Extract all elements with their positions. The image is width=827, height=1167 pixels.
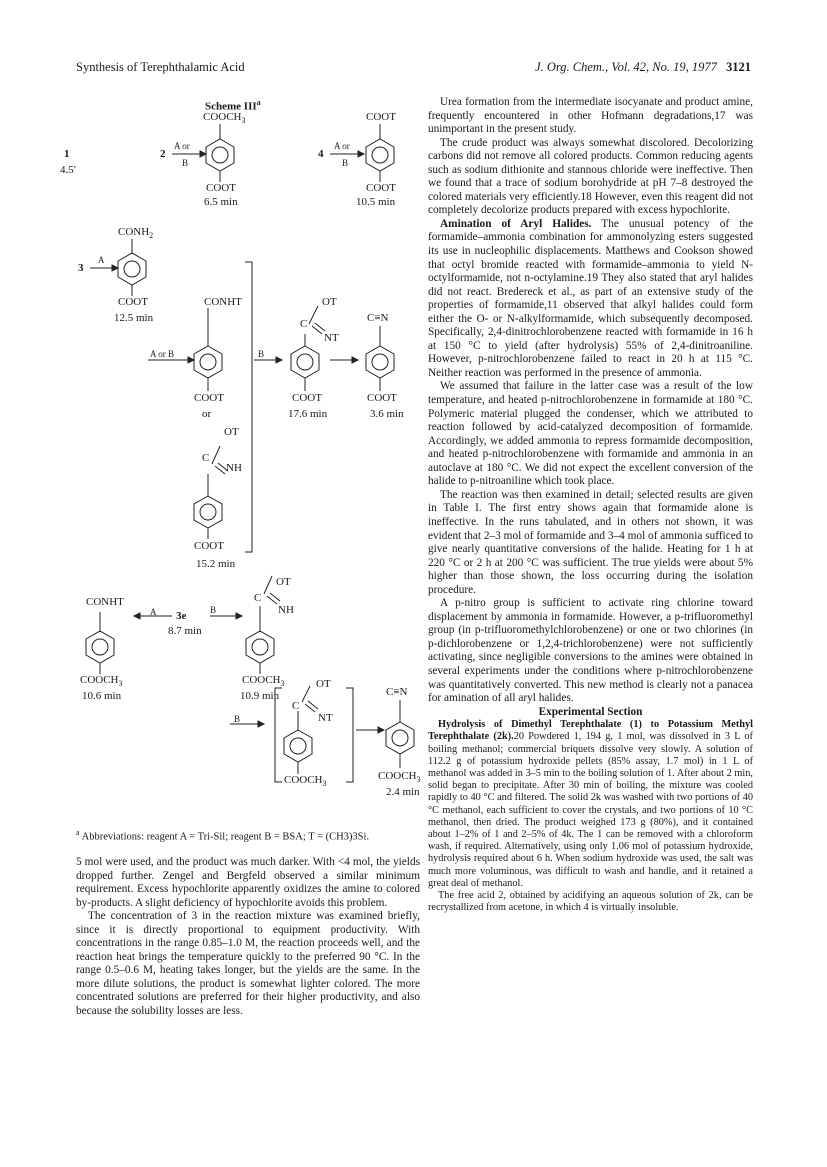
paragraph: We assumed that failure in the latter case was a result of the low temperature, and heated p-nitrochlorobenzene in formamide at 180 °C. Polymeric material plugged the condenser, which we attributed to reaction followed by acid-catalyzed decomposition of formamide. Accordingly, we added ammonia to repress formamide decomposition, and heated p-nitrochlorobenzene with formamide and ammonia in an autoclave at 180 °C. We did not expect the excellent conversion of the halide to p-nitroaniline which took place. bbox=[428, 380, 753, 488]
paragraph: The free acid 2, obtained by acidifying an aqueous solution of 2k, can be recrystallized from acetone, in which 4 is virtually insoluble. bbox=[428, 890, 753, 914]
compound-4-label: 4 bbox=[318, 148, 324, 160]
label-ot: OT bbox=[322, 296, 337, 308]
label-coot: COOT bbox=[366, 111, 396, 123]
compound-1-label: 1 bbox=[64, 148, 70, 160]
label-ot: OT bbox=[316, 678, 331, 690]
reagent-a: A bbox=[98, 255, 105, 265]
label-cooch3: $COOCH_3$ bbox=[203, 111, 246, 126]
reagent-a: A bbox=[150, 607, 157, 617]
reagent-a-or: A or bbox=[174, 141, 190, 151]
reagent-b: B bbox=[234, 714, 241, 724]
paragraph: Urea formation from the intermediate isocyanate and product amine, frequently encountered in other Hofmann degradations,17 was unimportant in the present study. bbox=[428, 96, 753, 136]
label-coot: COOT bbox=[366, 182, 396, 194]
reagent-b: B bbox=[182, 158, 189, 168]
label-conht: CONHT bbox=[86, 596, 124, 608]
retention-3-6: 3.6 min bbox=[370, 408, 404, 420]
paragraph: The reaction was then examined in detail; selected results are given in Table I. The first entry shows again that formamide alone is ineffective. In the runs tabulated, and in others not shown, it was evident that 2–3 mol of formamide and 3–4 mol of ammonia sufficed to give nearly quantitative conversions of the halide. Heating for 1 h at 220 °C or 2 h at 200 °C was sufficient. The true yields were about 5% higher than those shown, the loss occurring during the isolation procedure. bbox=[428, 488, 753, 596]
label-c: C bbox=[254, 592, 262, 604]
retention-1: 4.5′ bbox=[60, 164, 77, 176]
paragraph bbox=[428, 719, 753, 890]
journal-name: J. Org. Chem., bbox=[535, 60, 609, 74]
left-column bbox=[76, 856, 420, 1019]
scheme-title: Scheme III$^a$ bbox=[205, 98, 261, 113]
compound-2-label: 2 bbox=[160, 148, 166, 160]
label-coot: COOT bbox=[194, 540, 224, 552]
scheme-footnote bbox=[76, 826, 420, 844]
paragraph: A p-nitro group is sufficient to activate ring chlorine toward displacement by ammonia in formamide. However, a p-trifluoromethyl group (in p-trifluoromethylchlorobenzene) or one or two chlorines (in p-dichlorobenzene or 1,2,4-trichlorobenzene) were not sufficiently activating, since negligible conversions to the amines were obtained in several experiments under the conditions where p-nitrochlorobenzene was quantitatively converted. This new method is clearly not a panacea for amination of all aryl halides. bbox=[428, 597, 753, 705]
label-c: C bbox=[292, 700, 300, 712]
label-cooch3: $COOCH_3$ bbox=[284, 774, 327, 789]
reagent-b: B bbox=[210, 605, 217, 615]
retention-17-6: 17.6 min bbox=[288, 408, 328, 420]
running-title: Synthesis of Terephthalamic Acid bbox=[76, 60, 245, 74]
section-heading: Experimental Section bbox=[538, 705, 643, 718]
run-in-heading: Amination of Aryl Halides. bbox=[440, 217, 592, 230]
label-c: C bbox=[300, 318, 308, 330]
reagent-a-or: A or bbox=[334, 141, 350, 151]
experimental-body bbox=[428, 719, 753, 914]
label-coot: COOT bbox=[118, 296, 148, 308]
label-coot: COOT bbox=[292, 392, 322, 404]
footnote-text: Abbreviations: reagent A = Tri-Sil; reagent B = BSA; T = (CH3)3Si. bbox=[81, 831, 370, 843]
retention-8-7: 8.7 min bbox=[168, 625, 202, 637]
reagent-b: B bbox=[258, 349, 265, 359]
paragraph-body: 20 Powdered 1, 194 g, 1 mol, was dissolved in 3 L of boiling methanol; commercial briquets dissolve very slowly. A solution of 112.2 g of potassium hydroxide pellets (85% assay, 1.7 mol) in 1 L of methanol was added in 3–5 min to the boiling solution of 1. After about 2 min, solid began to precipitate. After 30 min of boiling, the mixture was cooled rapidly to 40 °C and filtered. The solid 2k was washed with two portions of 40 °C methanol, each sufficient to cover the crystals, and two portions of 10 °C methanol, then dried. The product weighed 173 g (80%), and it contained about 1–2% of 1 and 2–5% of 4k. The 1 can be removed with a chloroform wash, if required. Alternatively, using only 1.06 mol of potassium hydroxide, hydrolysis required about 6 h. When sodium hydroxide was used, the salt was much more voluminous, was difficult to wash and handle, and it retained a great deal of methanol. bbox=[428, 731, 753, 889]
paragraph: The crude product was always somewhat discolored. Decolorizing carbons did not remove all colored products. Common reducing agents such as sodium dithionite and stannous chloride were ineffective. Then we found that a trace of sodium borohydride at pH 7–8 destroyed the colored materials very efficiently.18 However, even this reagent did not completely decolorize products prepared with excess hypochlorite. bbox=[428, 136, 753, 217]
label-coot: COOT bbox=[194, 392, 224, 404]
journal-citation bbox=[535, 60, 751, 75]
label-nitrile: C≡N bbox=[386, 686, 408, 698]
retention-10-9: 10.9 min bbox=[240, 690, 280, 702]
or-label: or bbox=[202, 408, 212, 420]
paragraph: The concentration of 3 in the reaction mixture was examined briefly, since it is directly proportional to equipment productivity. With concentrations in the range 0.85–1.0 M, the reaction proceeds well, and the reaction heat brings the temperature quickly to the preferred 90 °C. In the range 0.5–0.6 M, heating takes longer, but the yields are the same. In the more dilute solutions, the product is somewhat lighter colored. The more concentrated solutions are preferred for their higher productivity, and also because the solubility losses are less. bbox=[76, 910, 420, 1018]
paragraph-body: The unusual potency of the formamide–ammonia combination for ammonolyzing esters suggested its use in nucleophilic displacements. Matthews and Cookson showed that octyl bromide reacted with formamide–ammonia to yield N-octylformamide, not n-octylamine.19 They also stated that aryl halides did not react. Bredereck et al., as part of an extensive study of the properties of formamide,11 observed that alkyl halides could form either the O- or N-alkylformamide, which subsequently decomposed. Specifically, 2,4-dinitrochlorobenzene reacted with formamide in 16 h at 150 °C to yield (after hydrolysis) 55% of 2,4-dinitroaniline. However, p-nitrochlorobenzene failed to react in 20 h at 115 °C. Neither reaction was performed in the presence of ammonia. bbox=[428, 217, 753, 379]
paragraph: 5 mol were used, and the product was much darker. With <4 mol, the yields dropped further. Zengel and Bergfeld observed a similar minimum requirement. Excess hypochlorite apparently oxidizes the amine to colored by-products. A slight deficiency of hypochlorite avoids this problem. bbox=[76, 856, 420, 909]
journal-volume: Vol. 42, No. 19, 1977 bbox=[611, 60, 717, 74]
label-cooch3: $COOCH_3$ bbox=[378, 770, 421, 785]
label-nitrile: C≡N bbox=[367, 312, 389, 324]
label-coot: COOT bbox=[367, 392, 397, 404]
retention-12-5: 12.5 min bbox=[114, 312, 154, 324]
label-cooch3: $COOCH_3$ bbox=[80, 674, 123, 689]
right-column bbox=[428, 96, 753, 914]
label-nh: NH bbox=[226, 462, 242, 474]
retention-15-2: 15.2 min bbox=[196, 558, 236, 570]
label-conh2: $CONH_2$ bbox=[118, 226, 154, 241]
label-c: C bbox=[202, 452, 210, 464]
reagent-b: B bbox=[342, 158, 349, 168]
run-in-heading: Hydrolysis of Dimethyl Terephthalate (1) to Potassium Methyl Terephthalate (2k). bbox=[428, 719, 753, 743]
retention-10-5: 10.5 min bbox=[356, 196, 396, 208]
label-nt: NT bbox=[318, 712, 333, 724]
label-ot: OT bbox=[224, 426, 239, 438]
label-ot: OT bbox=[276, 576, 291, 588]
compound-3e-label: 3e bbox=[176, 610, 187, 622]
retention-2-4: 2.4 min bbox=[386, 786, 420, 798]
scheme-iii bbox=[60, 96, 420, 821]
reagent-a-or-b: A or B bbox=[150, 349, 175, 359]
label-nt: NT bbox=[324, 332, 339, 344]
retention-6-5: 6.5 min bbox=[204, 196, 238, 208]
paragraph bbox=[428, 218, 753, 381]
label-cooch3: $COOCH_3$ bbox=[242, 674, 285, 689]
label-nh: NH bbox=[278, 604, 294, 616]
page-number: 3121 bbox=[726, 60, 751, 74]
retention-10-6: 10.6 min bbox=[82, 690, 122, 702]
label-coot: COOT bbox=[206, 182, 236, 194]
footnote-marker: a bbox=[76, 828, 80, 837]
compound-3-label: 3 bbox=[78, 262, 84, 274]
label-conht: CONHT bbox=[204, 296, 242, 308]
